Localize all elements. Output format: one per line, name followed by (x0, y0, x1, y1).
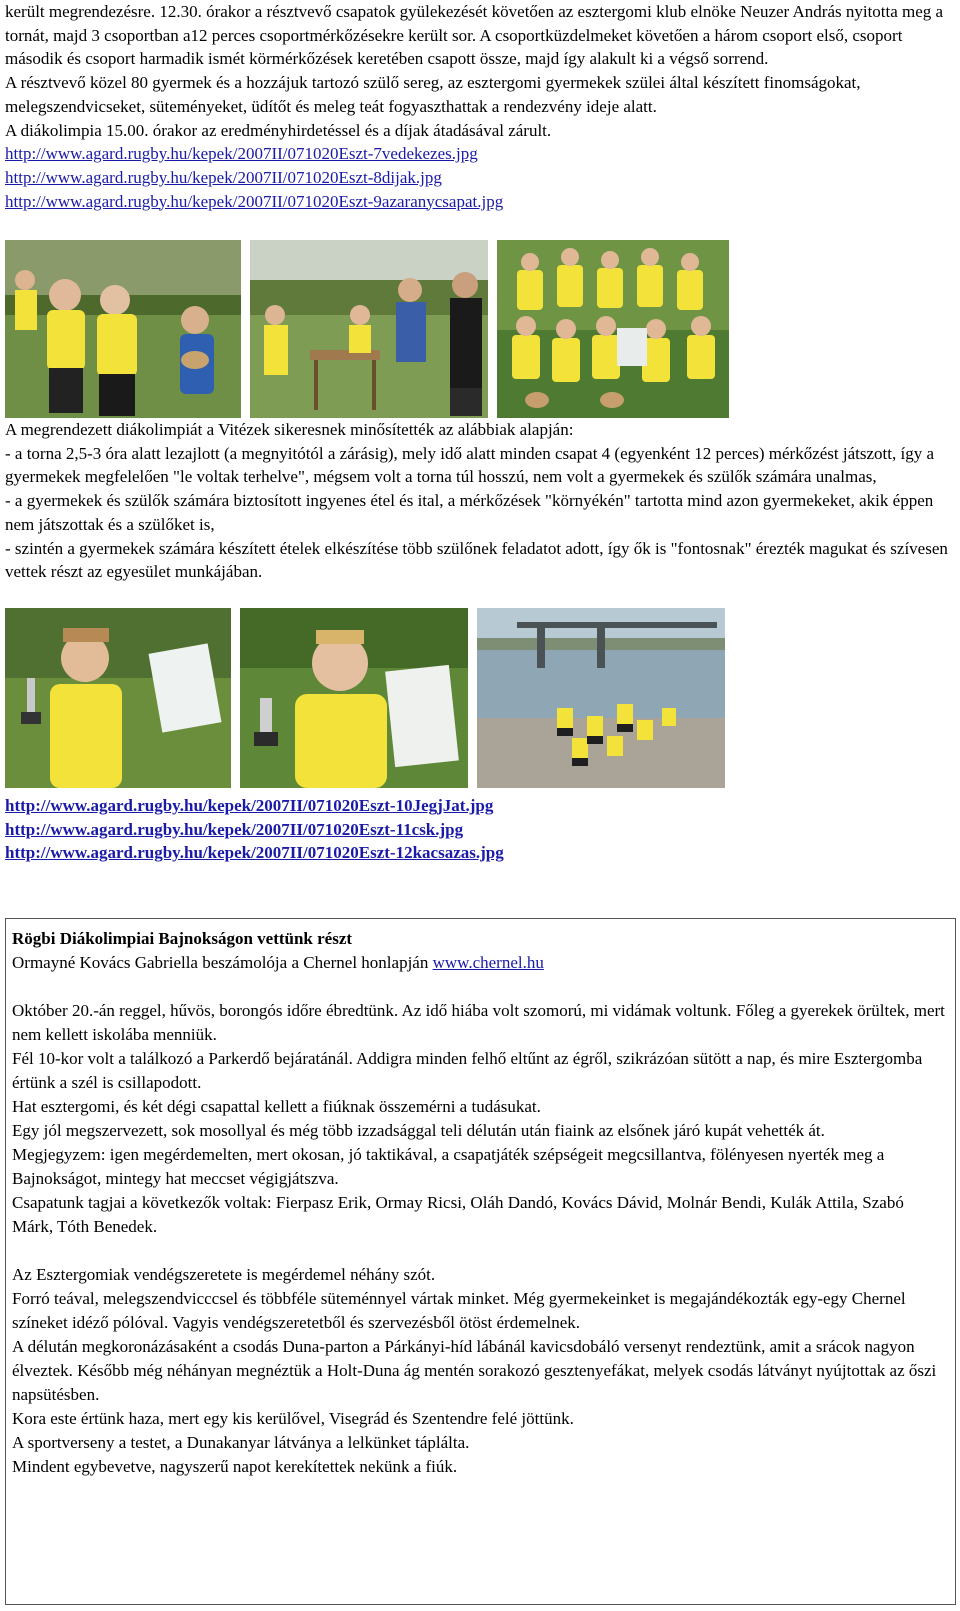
paragraph: Október 20.-án reggel, hűvös, borongós időre ébredtünk. Az idő hiába volt szomorú, mi vidámak voltunk. Főleg a gyerekek örültek, mert nem kellett iskolába menniük. (12, 1001, 945, 1044)
report-title: Rögbi Diákolimpiai Bajnokságon vettünk részt (12, 929, 353, 948)
photo-link[interactable]: http://www.agard.rugby.hu/kepek/2007II/071020Eszt-11csk.jpg (5, 819, 464, 839)
photo-link[interactable]: http://www.agard.rugby.hu/kepek/2007II/071020Eszt-7vedekezes.jpg (5, 144, 478, 164)
paragraph: Forró teával, melegszendvicccsel és többféle süteménnyel vártak minket. Még gyermekeinket is megajándékozták egy-egy Chernel színeket idéző pólóval. Vagyis vendégszeretetből és szervezésből ötöst érdemelnek. (12, 1289, 906, 1332)
spacer (12, 1239, 949, 1263)
paragraph: Fél 10-kor volt a találkozó a Parkerdő bejáratánál. Addigra minden felhő eltűnt az égről, szikrázóan sütött a nap, és mire Esztergomba értünk a szél is csillapodott. (12, 1049, 923, 1092)
paragraph: A délután megkoronázásaként a csodás Duna-parton a Párkányi-híd lábánál kavicsdobáló versenyt rendeztünk, amit a srácok nagyon élveztek. Később még néhányan megnéztük a Holt-Duna ág mentén sorakozó gesztenyefákat, melyek csodás látványt nyújtottak az őszi napsütésben. (12, 1337, 937, 1404)
section-intro (5, 0, 950, 213)
paragraph: Mindent egybevetve, nagyszerű napot kerekítettek nekünk a fiúk. (12, 1457, 458, 1476)
paragraph: Egy jól megszervezett, sok mosollyal és még több izzadsággal teli délután után fiaink az elsőnek járó kupát vehették át. (12, 1121, 825, 1140)
boy-with-certificate-photo[interactable] (240, 608, 468, 788)
photo-link[interactable]: http://www.agard.rugby.hu/kepek/2007II/071020Eszt-10JegjJat.jpg (5, 796, 494, 815)
paragraph: Megjegyzem: igen megérdemelten, mert okosan, jó taktikával, a csapatjáték szépségeit megcsillantva, fölényesen nyerték meg a Bajnokságot, mintegy hat meccset végigjátszva. (12, 1145, 885, 1188)
spacer (12, 975, 949, 999)
report-byline (12, 951, 949, 975)
boy-with-trophy-photo[interactable] (5, 608, 231, 788)
section-evaluation (5, 418, 950, 584)
paragraph: A résztvevő közel 80 gyermek és a hozzájuk tartozó szülő sereg, az esztergomi gyermekek szülei által készített finomságokat, melegszendvicseket, süteményeket, üdítőt és meleg teát fogyaszthattak a rendezvény ideje alatt. (5, 73, 861, 116)
paragraph: került megrendezésre. 12.30. órakor a résztvevő csapatok gyülekezését követően az esztergomi klub elnöke Neuzer András nyitotta meg a tornát, majd 3 csoportban a12 perces csoportmérkőzésekre került sor. A csoportküzdelmeket követően a három csoport első, csoport második és csoport harmadik ismét körmérkőzések keretében csapott össze, majd így alakult ki a végső sorrend. (5, 2, 944, 69)
photo-link[interactable]: http://www.agard.rugby.hu/kepek/2007II/071020Eszt-8dijak.jpg (5, 167, 442, 187)
paragraph: Hat esztergomi, és két dégi csapattal kellett a fiúknak összemérni a tudásukat. (12, 1097, 541, 1116)
report-box (5, 918, 956, 1605)
photo-row (5, 240, 955, 420)
section-photo-links (5, 794, 950, 865)
photo-row (5, 608, 955, 790)
photo-link[interactable]: http://www.agard.rugby.hu/kepek/2007II/071020Eszt-12kacsazas.jpg (5, 843, 504, 863)
paragraph: - szintén a gyermekek számára készített ételek elkészítése több szülőnek feladatot adott, így ők is "fontosnak" érezték magukat és szívesen vettek részt az egyesület munkájában. (5, 538, 948, 582)
paragraph: Kora este értünk haza, mert egy kis kerülővel, Visegrád és Szentendre felé jöttünk. (12, 1409, 574, 1428)
paragraph: A sportverseny a testet, a Dunakanyar látványa a lelkünket táplálta. (12, 1433, 470, 1452)
rugby-defense-photo[interactable] (5, 240, 241, 418)
byline-text: Ormayné Kovács Gabriella beszámolója a Chernel honlapján (12, 953, 433, 972)
photo-link[interactable]: http://www.agard.rugby.hu/kepek/2007II/071020Eszt-9azaranycsapat.jpg (5, 191, 504, 211)
paragraph: Az Esztergomiak vendégszeretete is megérdemel néhány szót. (12, 1265, 436, 1284)
chernel-link[interactable]: www.chernel.hu (432, 953, 544, 972)
team-photo[interactable] (497, 240, 729, 418)
awards-table-photo[interactable] (250, 240, 488, 418)
paragraph: - a gyermekek és szülők számára biztosított ingyenes étel és ital, a mérkőzések "környékén" tartotta mind azon gyermekeket, akik éppen nem játszottak és a szülőket is, (5, 491, 934, 534)
paragraph: - a torna 2,5-3 óra alatt lezajlott (a megnyitótól a zárásig), mely idő alatt minden csapat 4 (egyenként 12 perces) mérkőzést játszott, így a gyermekek megfelelően "le voltak terhelve", mégsem volt a torna túl hosszú, nem volt a gyermekek és szülők számára unalmas, (5, 443, 934, 487)
danube-shore-photo[interactable] (477, 608, 725, 788)
paragraph: A megrendezett diákolimpiát a Vitézek sikeresnek minősítették az alábbiak alapján: (5, 420, 574, 439)
paragraph: Csapatunk tagjai a következők voltak: Fierpasz Erik, Ormay Ricsi, Oláh Dandó, Kovács Dávid, Molnár Bendi, Kulák Attila, Szabó Márk, Tóth Benedek. (12, 1193, 904, 1236)
paragraph: A diákolimpia 15.00. órakor az eredményhirdetéssel és a díjak átadásával zárult. (5, 120, 552, 140)
